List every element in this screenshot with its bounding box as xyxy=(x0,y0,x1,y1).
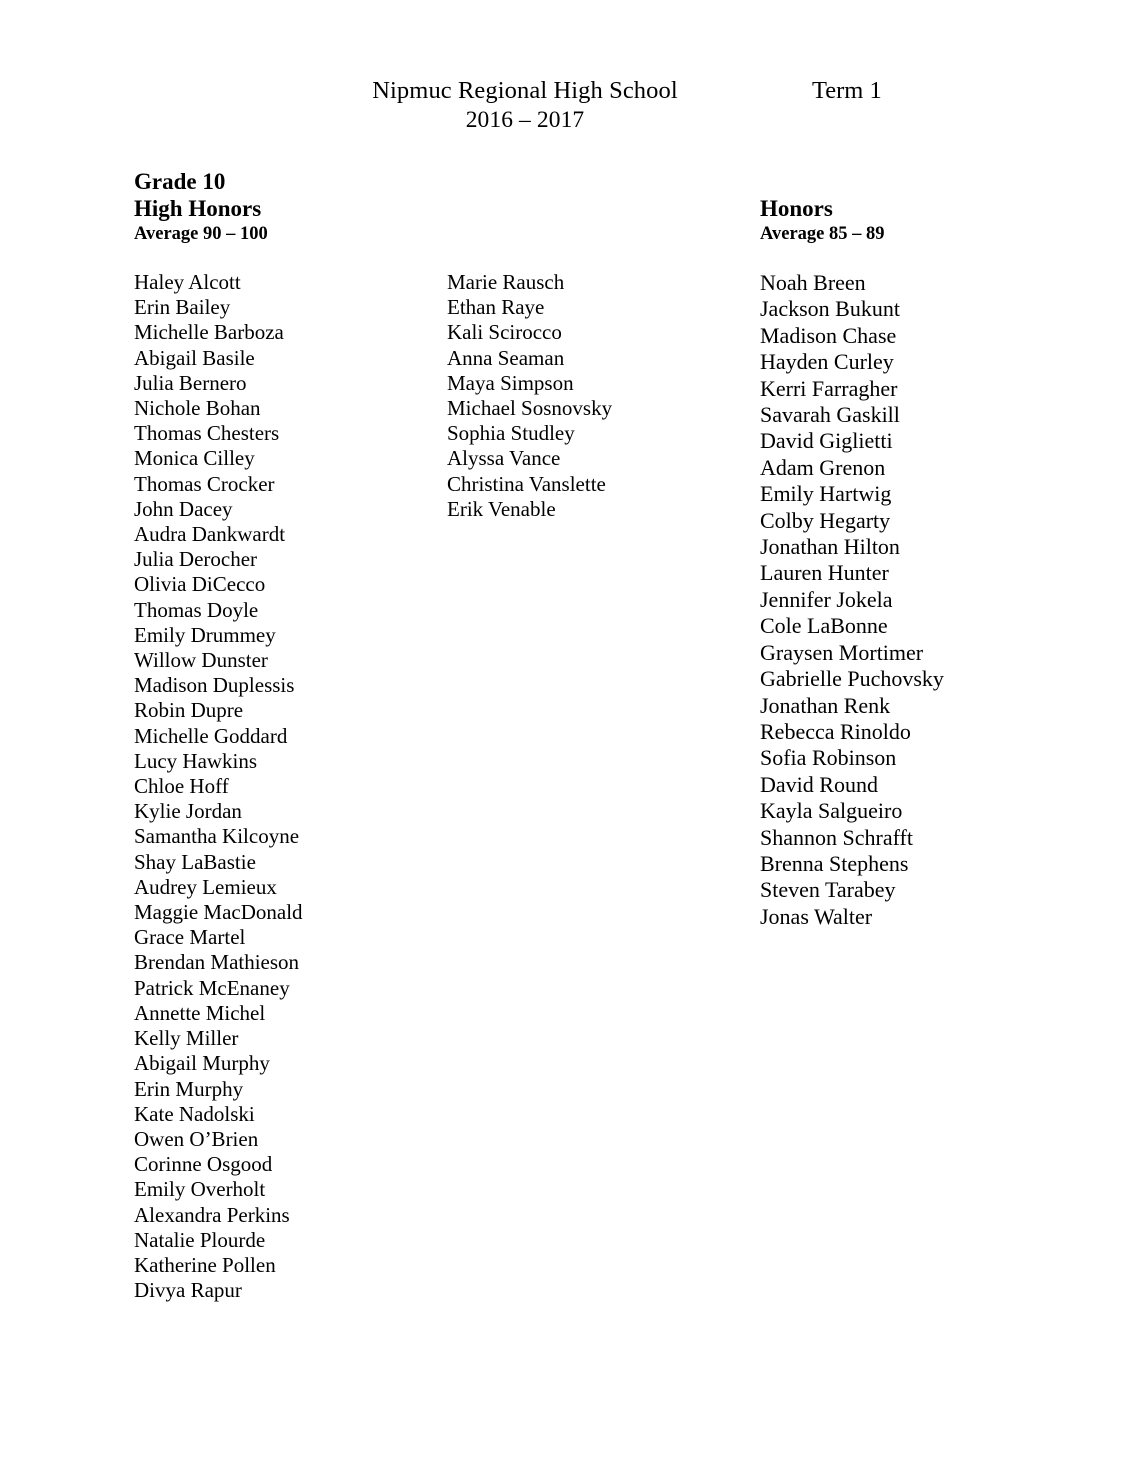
high-honors-title: High Honors xyxy=(134,196,262,221)
student-name: Jonathan Renk xyxy=(760,692,891,718)
student-name: Erin Murphy xyxy=(134,1076,244,1101)
student-name: Madison Chase xyxy=(760,322,897,348)
student-name: Kali Scirocco xyxy=(447,320,562,345)
honors-heading-block xyxy=(760,195,1090,246)
high-honors-average-range: Average 90 – 100 xyxy=(134,224,268,244)
student-name: Michelle Goddard xyxy=(134,723,288,748)
student-name: Julia Bernero xyxy=(134,370,247,395)
student-name: Thomas Chesters xyxy=(134,421,280,446)
student-name: Corinne Osgood xyxy=(134,1152,273,1177)
high-honors-heading-block xyxy=(134,168,464,246)
student-name: Graysen Mortimer xyxy=(760,639,924,665)
student-name: Abigail Murphy xyxy=(134,1051,270,1076)
school-year: 2016 – 2017 xyxy=(465,107,585,133)
student-name: Christina Vanslette xyxy=(447,471,606,496)
student-name: Audra Dankwardt xyxy=(134,522,286,547)
honors-average-range: Average 85 – 89 xyxy=(760,224,885,244)
student-name: Brenna Stephens xyxy=(760,850,909,876)
student-name: Noah Breen xyxy=(760,270,866,295)
student-name: Sophia Studley xyxy=(447,421,575,446)
student-name: Abigail Basile xyxy=(134,345,255,370)
student-name: Steven Tarabey xyxy=(760,877,896,903)
page-header xyxy=(0,76,1140,136)
student-name: Madison Duplessis xyxy=(134,673,295,698)
student-name: Jonas Walter xyxy=(760,903,873,929)
student-name: Annette Michel xyxy=(134,1000,266,1025)
student-name: Haley Alcott xyxy=(134,270,241,294)
student-name: Thomas Doyle xyxy=(134,597,259,622)
high-honors-names-column-1 xyxy=(134,270,444,1303)
student-name: Patrick McEnaney xyxy=(134,975,290,1000)
student-name: Shay LaBastie xyxy=(134,849,256,874)
student-name: Alexandra Perkins xyxy=(134,1202,290,1227)
student-name: Savarah Gaskill xyxy=(760,402,900,428)
student-name: Maya Simpson xyxy=(447,370,574,395)
honors-names-column-1 xyxy=(760,270,1090,930)
student-name: Michelle Barboza xyxy=(134,320,284,345)
student-name: Jonathan Hilton xyxy=(760,534,900,560)
student-name: Julia Derocher xyxy=(134,547,258,572)
student-name: Monica Cilley xyxy=(134,446,255,471)
student-name: Kerri Farragher xyxy=(760,375,898,401)
student-name: Divya Rapur xyxy=(134,1278,242,1303)
student-name: Samantha Kilcoyne xyxy=(134,824,300,849)
student-name: Kate Nadolski xyxy=(134,1101,255,1126)
grade-label: Grade 10 xyxy=(134,169,226,194)
student-name: Rebecca Rinoldo xyxy=(760,718,911,744)
honors-title: Honors xyxy=(760,196,833,221)
school-name: Nipmuc Regional High School xyxy=(372,77,678,104)
student-name: Brendan Mathieson xyxy=(134,950,300,975)
student-name: Willow Dunster xyxy=(134,648,268,673)
student-name: Audrey Lemieux xyxy=(134,874,277,899)
student-name: Cole LaBonne xyxy=(760,613,888,639)
student-name: Adam Grenon xyxy=(760,454,886,480)
student-name: Owen O’Brien xyxy=(134,1126,259,1151)
student-name: Lucy Hawkins xyxy=(134,748,258,773)
student-name: Katherine Pollen xyxy=(134,1252,276,1277)
student-name: Hayden Curley xyxy=(760,349,894,375)
student-name: Marie Rausch xyxy=(447,270,565,294)
student-name: Colby Hegarty xyxy=(760,507,891,533)
student-name: Anna Seaman xyxy=(447,345,565,370)
student-name: Maggie MacDonald xyxy=(134,900,303,925)
student-name: Emily Hartwig xyxy=(760,481,892,507)
school-title-block xyxy=(170,76,880,135)
student-name: Grace Martel xyxy=(134,925,246,950)
student-name: Shannon Schrafft xyxy=(760,824,913,850)
student-name: Emily Overholt xyxy=(134,1177,266,1202)
student-name: David Round xyxy=(760,771,878,797)
student-name: Natalie Plourde xyxy=(134,1227,266,1252)
student-name: Emily Drummey xyxy=(134,622,276,647)
student-name: Ethan Raye xyxy=(447,295,545,320)
student-name: Chloe Hoff xyxy=(134,774,229,799)
student-name: Alyssa Vance xyxy=(447,446,561,471)
student-name: Lauren Hunter xyxy=(760,560,889,586)
student-name: Kylie Jordan xyxy=(134,799,242,824)
student-name: Sofia Robinson xyxy=(760,745,897,771)
student-name: Michael Sosnovsky xyxy=(447,396,613,421)
student-name: Jackson Bukunt xyxy=(760,296,900,322)
student-name: Jennifer Jokela xyxy=(760,586,893,612)
student-name: Erik Venable xyxy=(447,496,556,521)
term-label: Term 1 xyxy=(812,77,882,104)
student-name: John Dacey xyxy=(134,496,233,521)
student-name: Thomas Crocker xyxy=(134,471,275,496)
student-name: Gabrielle Puchovsky xyxy=(760,666,944,692)
student-name: David Giglietti xyxy=(760,428,893,454)
student-name: Kayla Salgueiro xyxy=(760,798,903,824)
student-name: Robin Dupre xyxy=(134,698,244,723)
student-name: Olivia DiCecco xyxy=(134,572,266,597)
high-honors-names-column-2 xyxy=(447,270,757,522)
student-name: Nichole Bohan xyxy=(134,396,261,421)
student-name: Kelly Miller xyxy=(134,1026,239,1051)
student-name: Erin Bailey xyxy=(134,295,231,320)
